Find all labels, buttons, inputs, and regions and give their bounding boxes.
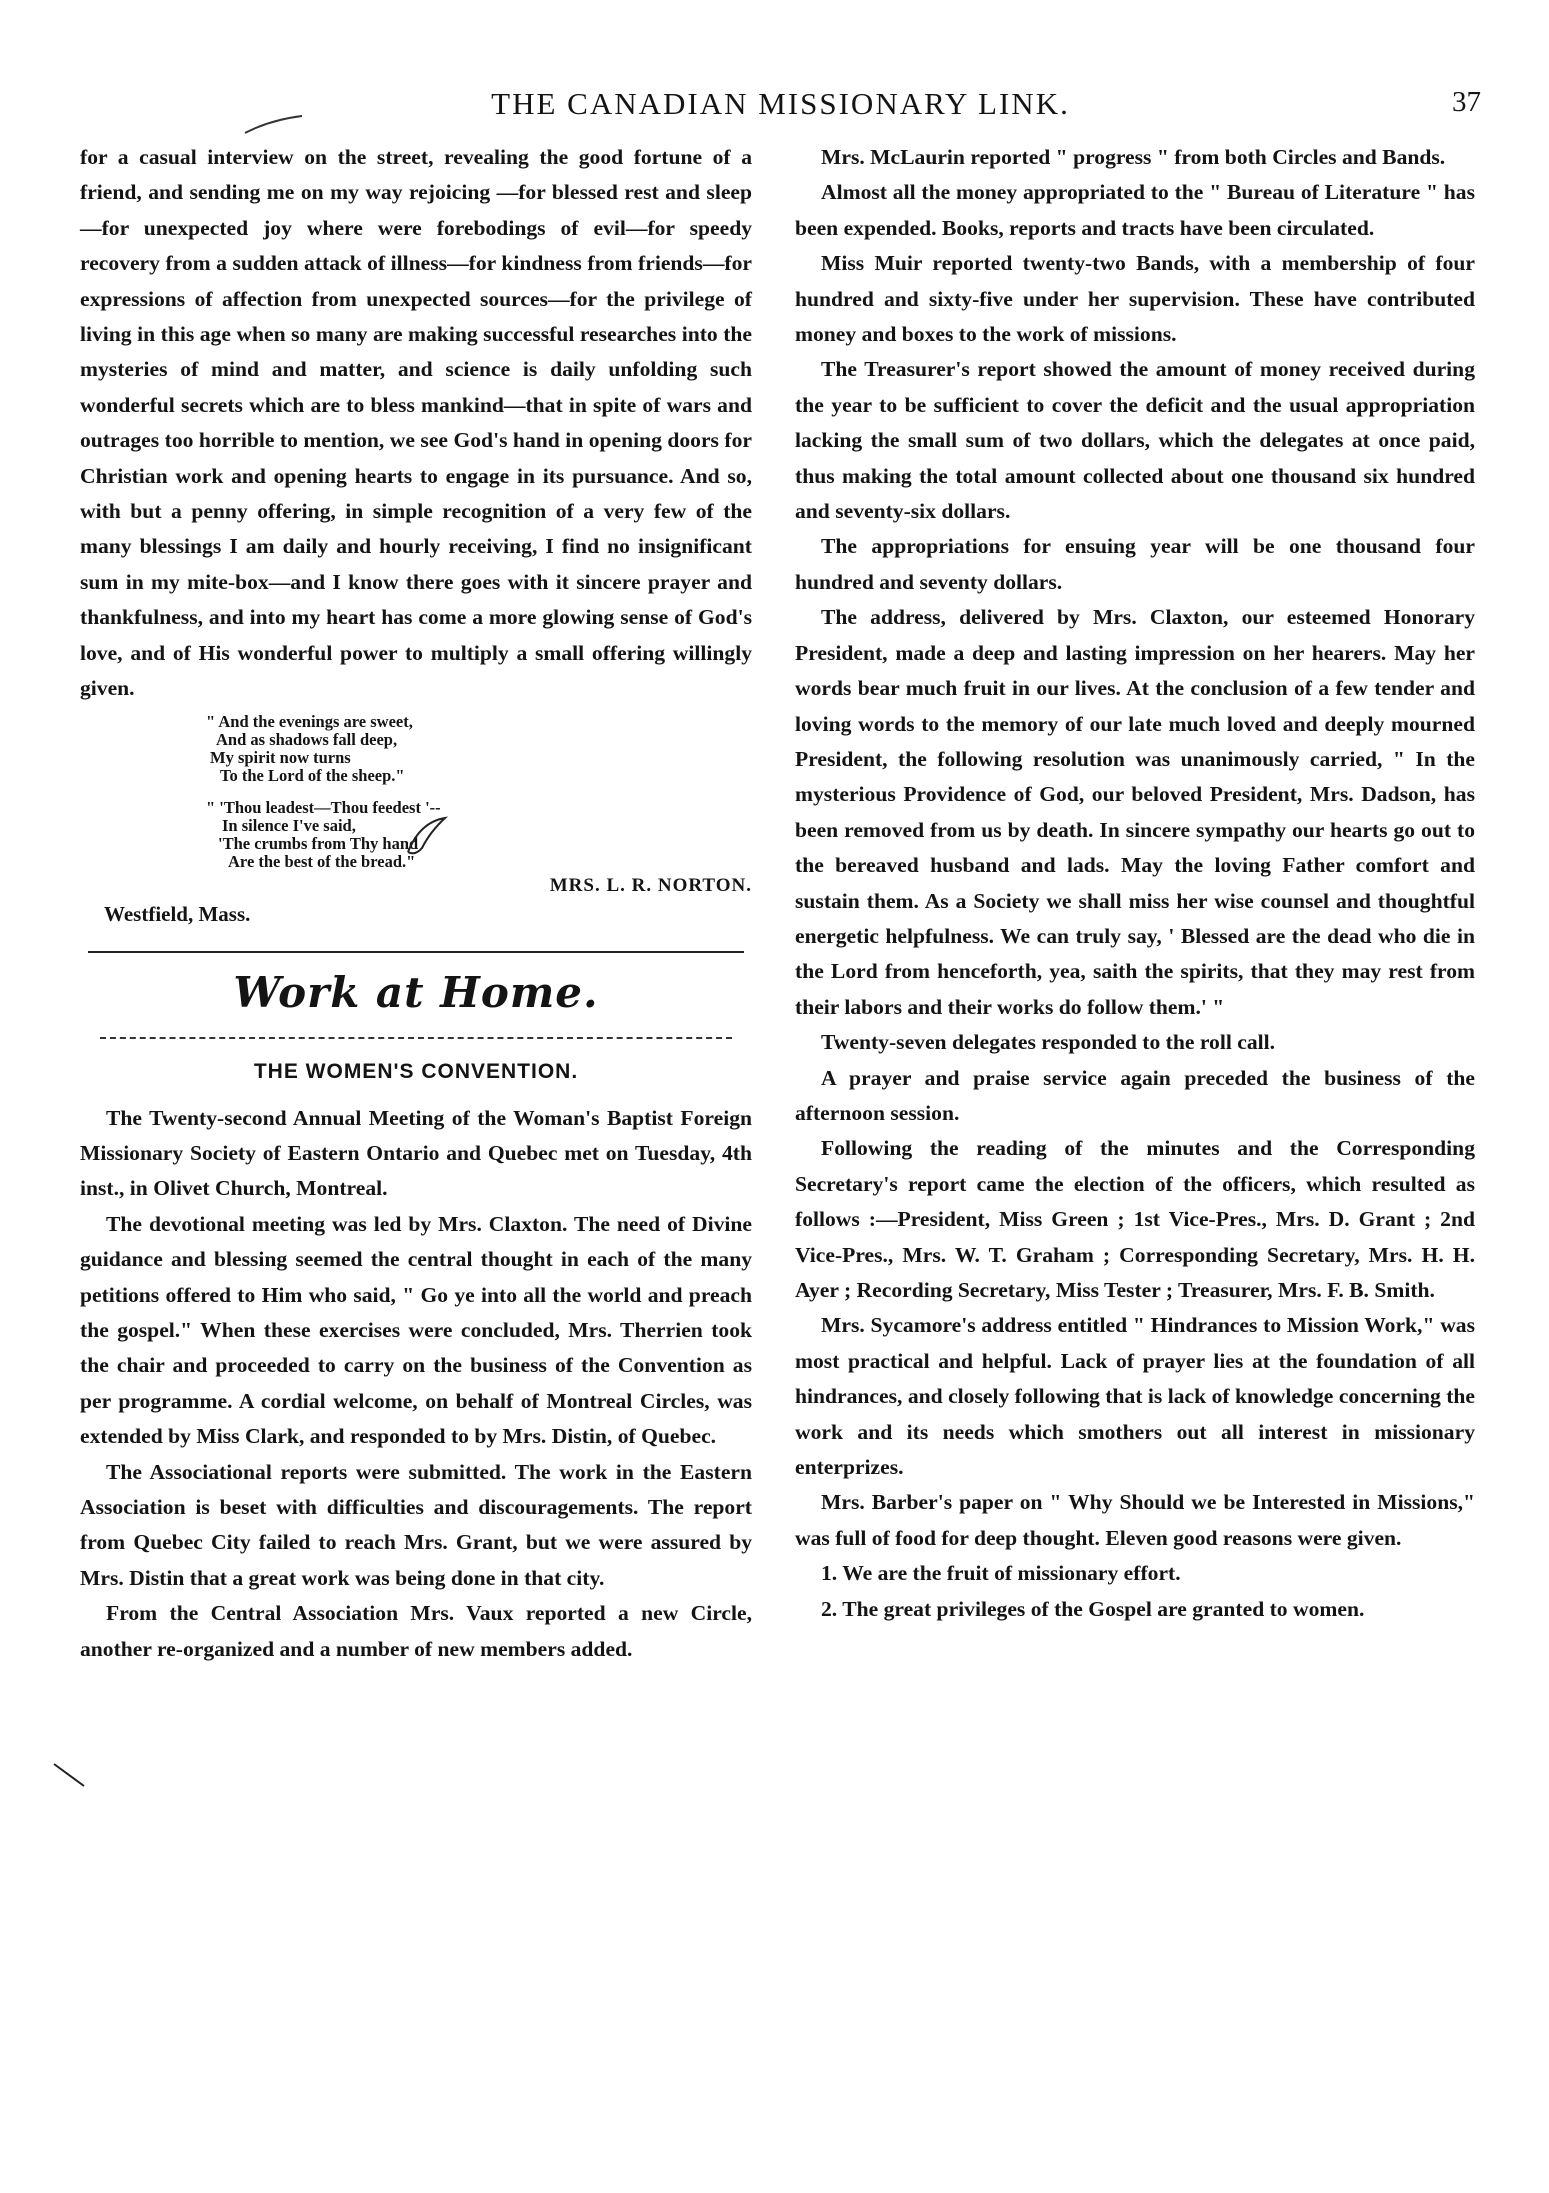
paragraph: The Treasurer's report showed the amount of money received during the year to be sufficient to cover the deficit and the usual appropriation lacking the small sum of two dollars, which the delegates at once paid, thus making the total amount collected about one thousand six hundred and seventy-six dollars. [795,357,1475,524]
paragraph: A prayer and praise service again preceded the business of the afternoon session. [795,1065,1475,1125]
margin-stroke-mark [50,1760,90,1790]
list-item: 2. The great privileges of the Gospel are granted to women. [821,1596,1365,1621]
list-item: 1. We are the fruit of missionary effort. [821,1561,1181,1586]
paragraph: The appropriations for ensuing year will be one thousand four hundred and seventy dollars. [795,534,1475,594]
paragraph: Mrs. Sycamore's address entitled " Hindrances to Mission Work," was most practical and helpful. Lack of prayer lies at the foundation of all hindrances, and closely following that is lack of knowledge concerning the work and its needs which smothers out all interest in missionary enterprizes. [795,1313,1475,1480]
running-title: THE CANADIAN MISSIONARY LINK. [491,86,1070,121]
paragraph: Following the reading of the minutes and the Corresponding Secretary's report came the election of the officers, which resulted as follows :—President, Miss Green ; 1st Vice-Pres., Mrs. D. Grant ; 2nd Vice-Pres., Mrs. W. T. Graham ; Corresponding Secretary, Mrs. H. H. Ayer ; Recording Secretary, Miss Tester ; Treasurer, Mrs. F. B. Smith. [795,1136,1475,1302]
section-title: Work at Home. [233,967,599,1017]
paragraph: The devotional meeting was led by Mrs. Claxton. The need of Divine guidance and blessing seemed the central thought in each of the many petitions offered to Him who said, " Go ye into all the world and preach the gospel." When these exercises were concluded, Mrs. Therrien took the chair and proceeded to carry on the business of the Convention as per programme. A cordial welcome, on behalf of Montreal Circles, was extended by Miss Clark, and responded to by Mrs. Distin, of Quebec. [80,1211,752,1449]
paragraph: Mrs. Barber's paper on " Why Should we be Interested in Missions," was full of food for deep thought. Eleven good reasons were given. [795,1490,1475,1550]
signature: MRS. L. R. NORTON. [549,874,752,896]
opening-paragraph: for a casual interview on the street, revealing the good fortune of a friend, and sending me on my way rejoicing —for blessed rest and sleep—for unexpected joy where were forebodings of evil—for speedy recovery from a sudden attack of illness—for kindness from friends—for expressions of affection from unexpected sources—for the privilege of living in this age when so many are making successful researches into the mysteries of mind and matter, and science is daily unfolding such wonderful secrets which are to bless mankind—that in spite of wars and outrages too horrible to mention, we see God's hand in opening doors for Christian work and opening hearts to engage in its pursuance. And so, with but a penny offering, in simple recognition of a very few of the many blessings I am daily and hourly receiving, I find no insignificant sum in my mite-box—and I know there goes with it sincere prayer and thankfulness, and into my heart has come a more glowing sense of God's love, and of His wonderful power to multiply a small offering willingly given. [80,145,752,701]
verse-line: 'The crumbs from Thy hand [218,833,419,853]
verse-1 [80,713,752,785]
verse-line: " 'Thou leadest—Thou feedest '-- [206,797,441,817]
paragraph: The Associational reports were submitted. The work in the Eastern Association is beset with difficulties and discouragements. The report from Quebec City failed to reach Mrs. Grant, but we were assured by Mrs. Distin that a great work was being done in that city. [80,1459,752,1590]
page-number: 37 [1452,86,1481,118]
paragraph: The Twenty-second Annual Meeting of the Woman's Baptist Foreign Missionary Society of Eastern Ontario and Quebec met on Tuesday, 4th inst., in Olivet Church, Montreal. [80,1105,752,1201]
verse-line: My spirit now turns [210,747,351,767]
paragraph: Almost all the money appropriated to the " Bureau of Literature " has been expended. Books, reports and tracts have been circulated. [795,180,1475,240]
article-subhead: THE WOMEN'S CONVENTION. [253,1059,579,1083]
verse-line: In silence I've said, [222,815,356,835]
right-column [795,140,1475,1627]
verse-line: To the Lord of the sheep." [220,765,405,785]
pen-stroke-mark [240,108,310,138]
paragraph: Twenty-seven delegates responded to the roll call. [821,1030,1276,1055]
verse-line: Are the best of the bread." [228,851,416,871]
section-rule-bottom [100,1037,732,1039]
left-column [80,140,752,1667]
paragraph: Miss Muir reported twenty-two Bands, with a membership of four hundred and sixty-five under her supervision. These have contributed money and boxes to the work of missions. [795,251,1475,347]
verse-line: " And the evenings are sweet, [206,711,413,731]
verse-line: And as shadows fall deep, [216,729,398,749]
pen-flourish-mark [400,812,460,860]
paragraph: Mrs. McLaurin reported " progress " from both Circles and Bands. [821,145,1446,169]
dateline: Westfield, Mass. [104,901,251,926]
paragraph: The address, delivered by Mrs. Claxton, our esteemed Honorary President, made a deep and lasting impression on her hearers. May her words bear much fruit in our lives. At the conclusion of a few tender and loving words to the memory of our late much loved and deeply mourned President, the following resolution was unanimously carried, " In the mysterious Providence of God, our beloved President, Mrs. Dadson, has been removed from us by death. In sincere sympathy our hearts go out to the bereaved husband and lads. May the loving Father comfort and sustain them. As a Society we shall miss her wise counsel and thoughtful energetic helpfulness. We can truly say, ' Blessed are the dead who die in the Lord from henceforth, yea, saith the spirits, that they may rest from their labors and their works do follow them.' " [795,605,1475,1019]
paragraph: From the Central Association Mrs. Vaux reported a new Circle, another re-organized and a number of new members added. [80,1601,752,1661]
